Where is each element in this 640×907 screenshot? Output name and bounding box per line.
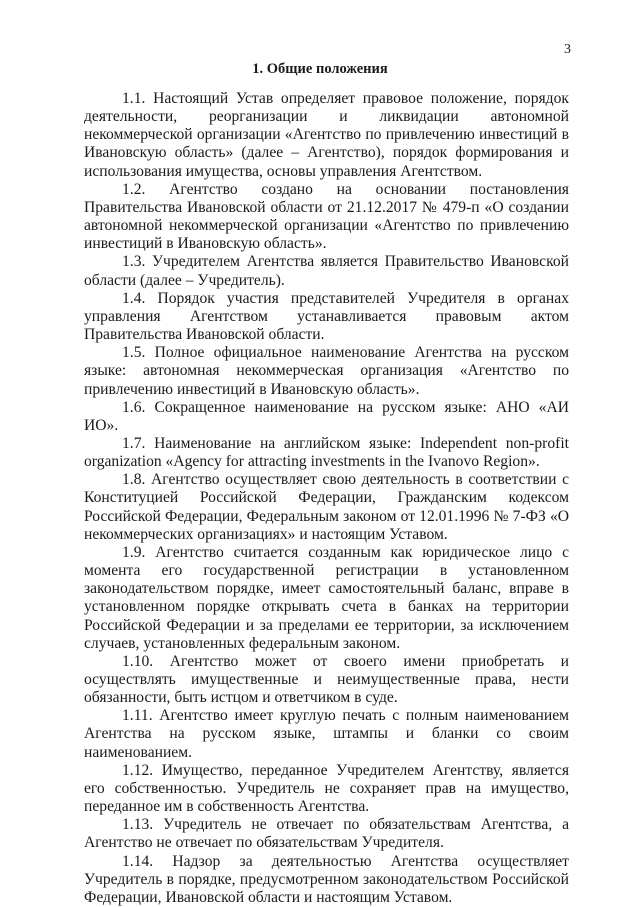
document-body xyxy=(84,90,569,907)
paragraph-1-7: 1.7. Наименование на английском языке: Independent non-profit organization «Agency for attracting investments in the Ivanovo Region». xyxy=(84,434,569,471)
paragraph-1-6: 1.6. Сокращенное наименование на русском языке: АНО «АИ ИО». xyxy=(84,398,569,434)
page-number: 3 xyxy=(564,42,571,57)
paragraph-1-9: 1.9. Агентство считается созданным как юридическое лицо с момента его государственной регистрации в установленном законодательством порядке, имеет самостоятельный баланс, вправе в установленном порядке открывать счета в банках на территории Российской Федерации и за пределами ее территории, за исключением случаев, установленных федеральным законом. xyxy=(84,543,569,652)
paragraph-1-5: 1.5. Полное официальное наименование Агентства на русском языке: автономная некоммерческая организация «Агентство по привлечению инвестиций в Ивановскую область». xyxy=(84,344,569,398)
paragraph-1-13: 1.13. Учредитель не отвечает по обязательствам Агентства, а Агентство не отвечает по обязательствам Учредителя. xyxy=(84,816,569,852)
paragraph-1-14: 1.14. Надзор за деятельностью Агентства осуществляет Учредитель в порядке, предусмотренном законодательством Российской Федерации, Ивановской области и настоящим Уставом. xyxy=(84,852,569,906)
paragraph-1-11: 1.11. Агентство имеет круглую печать с полным наименованием Агентства на русском языке, штампы и бланки со своим наименованием. xyxy=(84,707,569,761)
paragraph-1-8: 1.8. Агентство осуществляет свою деятельность в соответствии с Конституцией Российской Федерации, Гражданским кодексом Российской Федерации, Федеральным законом от 12.01.1996 № 7-ФЗ «О некоммерческих организациях» и настоящим Уставом. xyxy=(84,471,569,543)
paragraph-1-1: 1.1. Настоящий Устав определяет правовое положение, порядок деятельности, реорганизации и ликвидации автономной некоммерческой организации «Агентство по привлечению инвестиций в Ивановскую область» (далее – Агентство), порядок формирования и использования имущества, основы управления Агентством. xyxy=(84,90,569,180)
paragraph-1-12: 1.12. Имущество, переданное Учредителем Агентству, является его собственностью. Учредитель не сохраняет прав на имущество, переданное им в собственность Агентства. xyxy=(84,761,569,816)
paragraph-1-4: 1.4. Порядок участия представителей Учредителя в органах управления Агентством устанавливается правовым актом Правительства Ивановской области. xyxy=(84,289,569,344)
paragraph-1-10: 1.10. Агентство может от своего имени приобретать и осуществлять имущественные и неимущественные права, нести обязанности, быть истцом и ответчиком в суде. xyxy=(84,652,569,707)
paragraph-1-2: 1.2. Агентство создано на основании постановления Правительства Ивановской области от 21.12.2017 № 479-п «О создании автономной некоммерческой организации «Агентство по привлечению инвестиций в Ивановскую область». xyxy=(84,180,569,253)
section-heading: 1. Общие положения xyxy=(252,61,388,77)
paragraph-1-3: 1.3. Учредителем Агентства является Правительство Ивановской области (далее – Учредитель). xyxy=(84,253,569,289)
